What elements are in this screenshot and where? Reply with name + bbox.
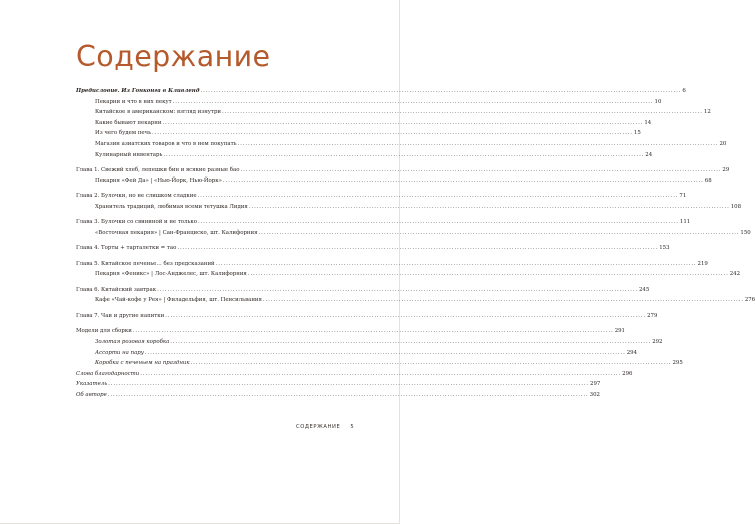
toc-leader-dots [173,97,654,108]
toc-leader-dots [198,191,679,202]
toc-entry [76,118,652,129]
toc-entry-page: 15 [633,130,641,137]
toc-entry-title: Китайское в американском: взгляд изнутри [95,109,221,116]
toc-entry [76,176,712,187]
toc-entry-title: Кафе «Чай-кофе у Рея» | Филадельфия, шт. Пенсильвания [95,297,262,304]
toc-entry-page: 20 [719,140,727,147]
toc-entry-title: Пекарня «Фей Да» | «Нью-Йорк, Нью-Йорк» [95,177,222,184]
toc-entry-page: 276 [744,297,755,304]
toc-leader-dots [198,217,679,228]
toc-leader-dots [259,228,740,239]
toc-entry-page: 153 [659,245,670,252]
toc-leader-dots [222,107,703,118]
toc-leader-dots [133,326,614,337]
toc-leader-dots [152,128,633,139]
toc-entry [76,165,730,176]
toc-entry [76,191,687,202]
toc-entry-title: Какие бывают пекарни [95,119,162,126]
toc-entry [76,86,686,97]
toc-entry-page: 245 [638,286,650,293]
toc-entry-title: Глава 2. Булочки, но не слишком сладкие [76,193,197,200]
toc-entry-page: 150 [740,229,751,236]
toc-leader-dots [162,118,643,129]
toc-entry-page: 295 [672,360,683,367]
toc-entry-title: Ассорти на пару [95,349,144,356]
toc-entry-page: 14 [644,119,652,126]
toc-entry-title: Об авторе [76,391,107,398]
toc-entry-title: Глава 1. Свежий хлеб, лепешки бин и всякие разные бао [76,167,240,174]
toc-entry-title: Пекарни и что в них пекут [95,98,172,105]
toc-leader-dots [200,86,681,97]
toc-entry-title: Глава 5. Китайское печенье… без предсказаний [76,260,215,267]
toc-entry-title: Глава 4. Торты + тарталетки = тао [76,245,177,252]
toc-entry-page: 302 [589,391,600,398]
toc-leader-dots [165,311,646,322]
toc-entry-title: «Восточная пекарня» | Сан-Франциско, шт. Калифорния [95,229,258,236]
toc-entry-page: 219 [697,260,708,267]
toc-entry [76,228,751,239]
toc-leader-dots [191,358,672,369]
toc-entry-page: 294 [626,349,638,356]
toc-entry [76,97,662,108]
toc-entry [76,348,638,359]
toc-entry [76,337,663,348]
toc-entry-page: 279 [647,312,658,319]
toc-leader-dots [170,337,651,348]
toc-entry-title: Кулинарный инвентарь [95,151,163,158]
toc-leader-dots [248,269,729,280]
table-of-contents [76,86,755,401]
toc-leader-dots [157,285,638,296]
toc-leader-dots [163,150,644,161]
running-footer [296,424,354,430]
toc-entry-page: 10 [654,98,662,105]
toc-entry [76,390,600,401]
toc-leader-dots [238,139,719,150]
toc-leader-dots [177,243,658,254]
toc-entry-page: 6 [682,88,686,94]
toc-entry-title: Глава 3. Булочки со свининой и не только [76,219,198,226]
toc-entry-title: Магазин азиатских товаров и что в нем покупать [95,140,237,147]
toc-entry [76,202,742,213]
toc-entry-title: Глава 6. Китайский завтрак [76,286,157,293]
toc-entry-title: Указатель [76,381,108,388]
toc-entry [76,269,741,280]
toc-leader-dots [223,176,704,187]
toc-entry [76,107,711,118]
toc-entry-title: Пекарня «Феникс» | Лос-Анджелес, шт. Калифорния [95,271,247,278]
toc-entry [76,150,653,161]
toc-entry [76,259,708,270]
footer-section-label: СОДЕРЖАНИЕ [296,424,341,430]
toc-entry [76,369,633,380]
toc-entry [76,217,691,228]
toc-entry-page: 296 [622,370,633,377]
toc-entry [76,243,670,254]
toc-entry-page: 108 [730,203,742,210]
toc-entry-title: Предисловие. Из Гонконга в Кливленд [76,88,200,94]
toc-leader-dots [216,259,697,270]
toc-leader-dots [140,369,621,380]
toc-entry [76,139,727,150]
toc-leader-dots [263,295,744,306]
toc-entry-title: Золотая розовая коробка [95,339,170,345]
toc-entry-page: 242 [729,271,741,278]
toc-entry [76,285,650,296]
toc-entry-title: Коробка с печеньем на праздник [95,360,190,367]
toc-entry [76,326,625,337]
toc-entry-title: Модели для сборки [76,328,132,335]
toc-entry-title: Из чего будем печь [95,130,152,137]
toc-leader-dots [241,165,722,176]
toc-entry [76,295,755,306]
footer-page-number: 5 [350,424,355,430]
toc-leader-dots [249,202,730,213]
toc-entry-page: 71 [679,193,687,200]
toc-entry-page: 24 [645,151,653,158]
toc-entry [76,311,658,322]
toc-entry-page: 111 [679,219,691,226]
toc-entry [76,379,601,390]
toc-entry-title: Хранитель традиций, любимая всеми тетушка Лидия [95,203,248,210]
toc-entry [76,128,641,139]
toc-entry-page: 292 [652,339,663,345]
toc-entry-title: Глава 7. Чаи и другие напитки [76,312,165,319]
toc-entry-page: 297 [590,381,601,388]
toc-entry-page: 68 [704,177,712,184]
toc-entry-page: 12 [703,109,711,116]
toc-leader-dots [145,348,626,359]
page-title: Содержание [76,40,271,73]
toc-entry [76,358,683,369]
toc-entry-page: 291 [614,328,625,335]
toc-entry-page: 29 [722,167,730,174]
toc-leader-dots [108,379,589,390]
toc-leader-dots [108,390,589,401]
toc-entry-title: Слова благодарности [76,370,140,377]
